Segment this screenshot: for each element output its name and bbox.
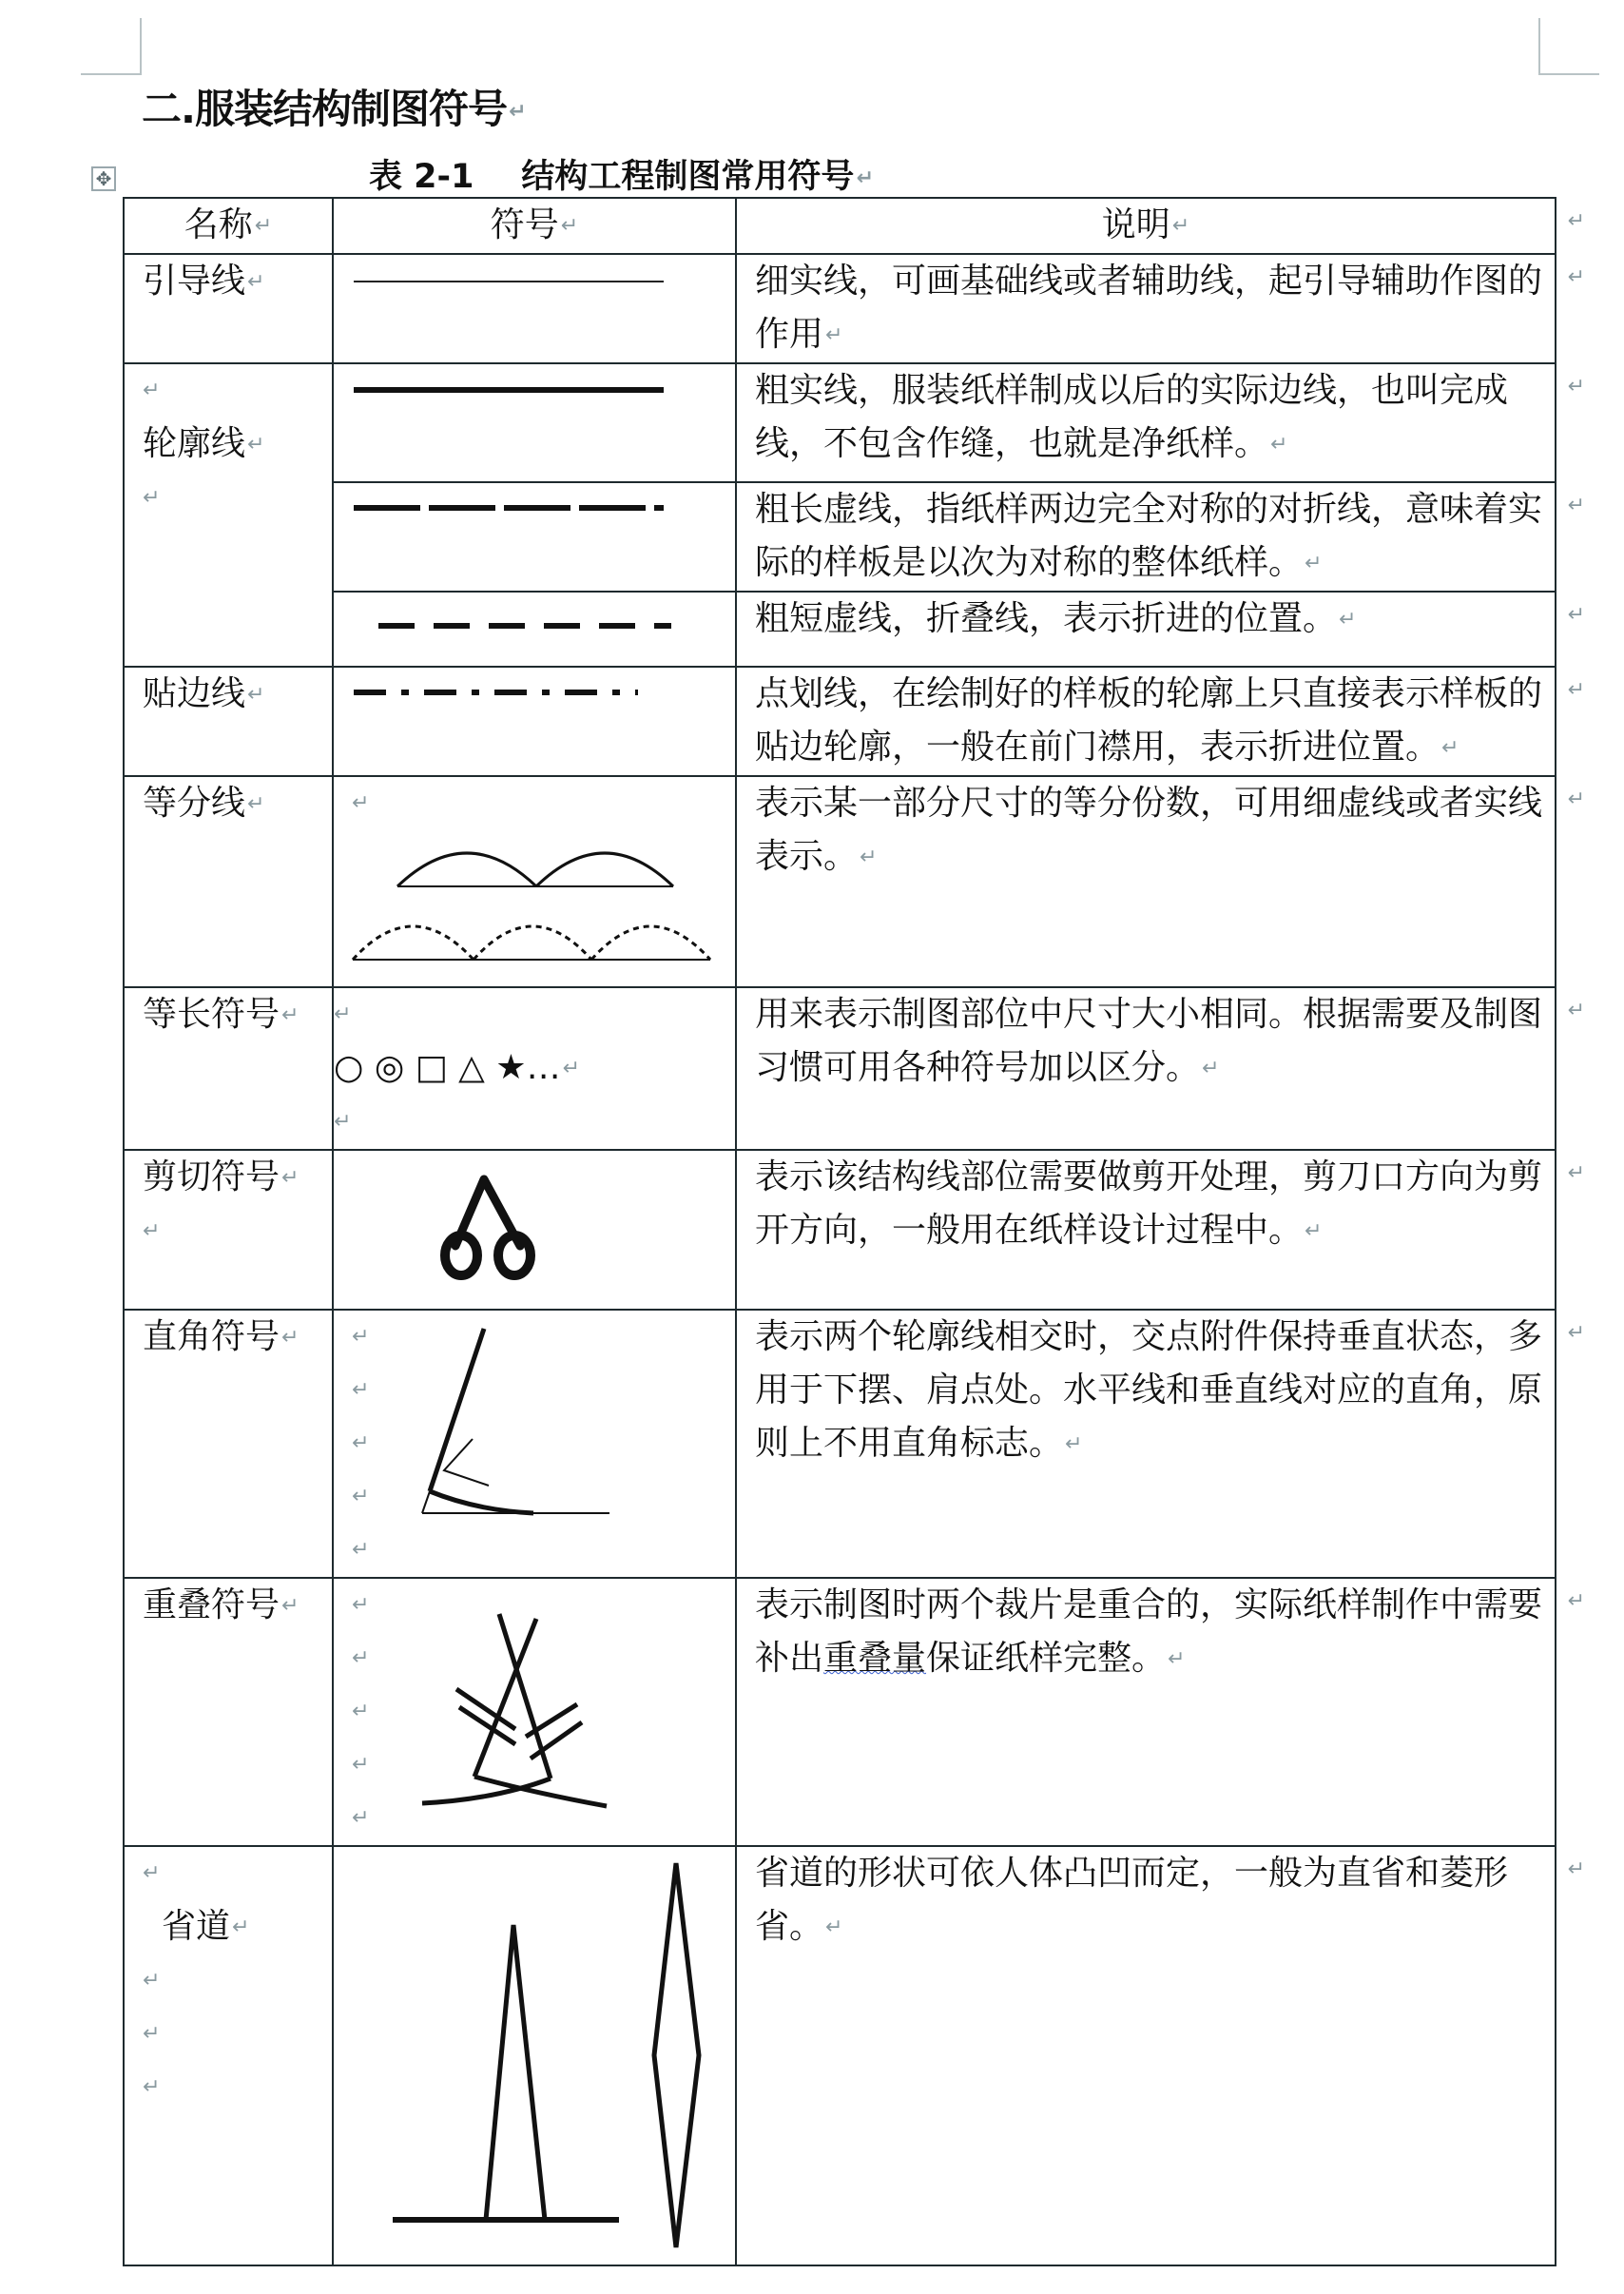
thick-solid-line-icon: [334, 364, 737, 483]
row-description: 粗长虚线，指纸样两边完全对称的对折线，意味着实际的样板是以次为对称的整体纸样。 ↵ ↵: [736, 482, 1556, 592]
table-row: [124, 482, 1556, 592]
dash-dot-line-icon: [334, 668, 737, 772]
right-angle-icon: [334, 1311, 737, 1576]
section-heading: 二.服装结构制图符号 ↵: [142, 78, 525, 135]
symbol-cell: [333, 1578, 736, 1846]
row-description: 点划线，在绘制好的样板的轮廓上只直接表示样板的贴边轮廓，一般在前门襟用，表示折进位置。 ↵ ↵: [736, 667, 1556, 776]
table-row: [124, 667, 1556, 776]
symbol-cell: [333, 482, 736, 592]
symbol-cell: [333, 592, 736, 667]
symbol-cell: [333, 1846, 736, 2265]
row-description: 用来表示制图部位中尺寸大小相同。根据需要及制图习惯可用各种符号加以区分。 ↵ ↵: [736, 987, 1556, 1150]
row-name: 贴边线 ↵: [124, 667, 333, 776]
table-header-row: [124, 198, 1556, 254]
symbol-cell: [333, 987, 736, 1150]
table-row: [124, 592, 1556, 667]
thick-short-dashed-line-icon: [334, 593, 737, 668]
table-row: [124, 363, 1556, 482]
table-title: 结构工程制图常用符号 ↵: [521, 158, 873, 196]
page-corner-mark-right: [1538, 73, 1599, 75]
row-name: 等分线 ↵: [124, 776, 333, 987]
row-description: 细实线，可画基础线或者辅助线，起引导辅助作图的作用 ↵ ↵: [736, 254, 1556, 363]
symbol-cell: [333, 667, 736, 776]
symbols-table: [123, 197, 1556, 2266]
darts-icon: [334, 1847, 737, 2266]
symbol-cell: [333, 776, 736, 987]
overlap-icon: [334, 1579, 737, 1843]
row-name: 重叠符号 ↵: [124, 1578, 333, 1846]
row-description: 粗短虚线，折叠线，表示折进的位置。 ↵ ↵: [736, 592, 1556, 667]
table-row: [124, 254, 1556, 363]
table-row: [124, 1578, 1556, 1846]
thick-long-dashed-line-icon: [334, 483, 737, 593]
row-description: 粗实线，服装纸样制成以后的实际边线，也叫完成线，不包含作缝，也就是净纸样。 ↵ ↵: [736, 363, 1556, 482]
row-name: ↵ 轮廓线 ↵ ↵: [124, 363, 333, 667]
row-description: 表示该结构线部位需要做剪开处理，剪刀口方向为剪开方向，一般用在纸样设计过程中。 ↵ ↵: [736, 1150, 1556, 1310]
table-move-handle-icon[interactable]: ✥: [91, 166, 116, 191]
page-corner-mark-left: [81, 73, 142, 75]
symbol-cell: [333, 363, 736, 482]
page-corner-mark-right: [1538, 18, 1540, 75]
page-corner-mark-left: [140, 18, 142, 75]
table-row: [124, 1150, 1556, 1310]
row-description: 表示制图时两个裁片是重合的，实际纸样制作中需要补出重叠量保证纸样完整。 ↵ ↵: [736, 1578, 1556, 1846]
table-row: [124, 1310, 1556, 1578]
row-name: 直角符号 ↵: [124, 1310, 333, 1578]
equal-length-symbols: ○ ◎ □ △ ★… ↵: [334, 1041, 735, 1096]
table-caption: [369, 150, 874, 198]
table-number: 表 2-1: [369, 158, 474, 196]
row-description: 表示某一部分尺寸的等分份数，可用细虚线或者实线表示。 ↵ ↵: [736, 776, 1556, 987]
symbol-cell: [333, 254, 736, 363]
row-description: 表示两个轮廓线相交时，交点附件保持垂直状态，多用于下摆、肩点处。水平线和垂直线对应的直角，原则上不用直角标志。 ↵ ↵: [736, 1310, 1556, 1578]
row-name: ↵ 省道 ↵ ↵ ↵ ↵: [124, 1846, 333, 2265]
header-symbol: 符号 ↵: [333, 198, 736, 254]
header-name: 名称 ↵: [124, 198, 333, 254]
thin-solid-line-icon: [334, 255, 737, 362]
symbol-cell: [333, 1150, 736, 1310]
scissors-icon: [334, 1151, 737, 1311]
header-description: 说明 ↵ ↵: [736, 198, 1556, 254]
table-row: [124, 987, 1556, 1150]
table-row: [124, 1846, 1556, 2265]
row-name: 等长符号 ↵: [124, 987, 333, 1150]
symbol-cell: [333, 1310, 736, 1578]
row-name: 引导线 ↵: [124, 254, 333, 363]
equal-division-arcs-icon: [334, 777, 737, 988]
table-row: [124, 776, 1556, 987]
row-description: 省道的形状可依人体凸凹而定，一般为直省和菱形省。 ↵ ↵: [736, 1846, 1556, 2265]
row-name: 剪切符号 ↵ ↵: [124, 1150, 333, 1310]
